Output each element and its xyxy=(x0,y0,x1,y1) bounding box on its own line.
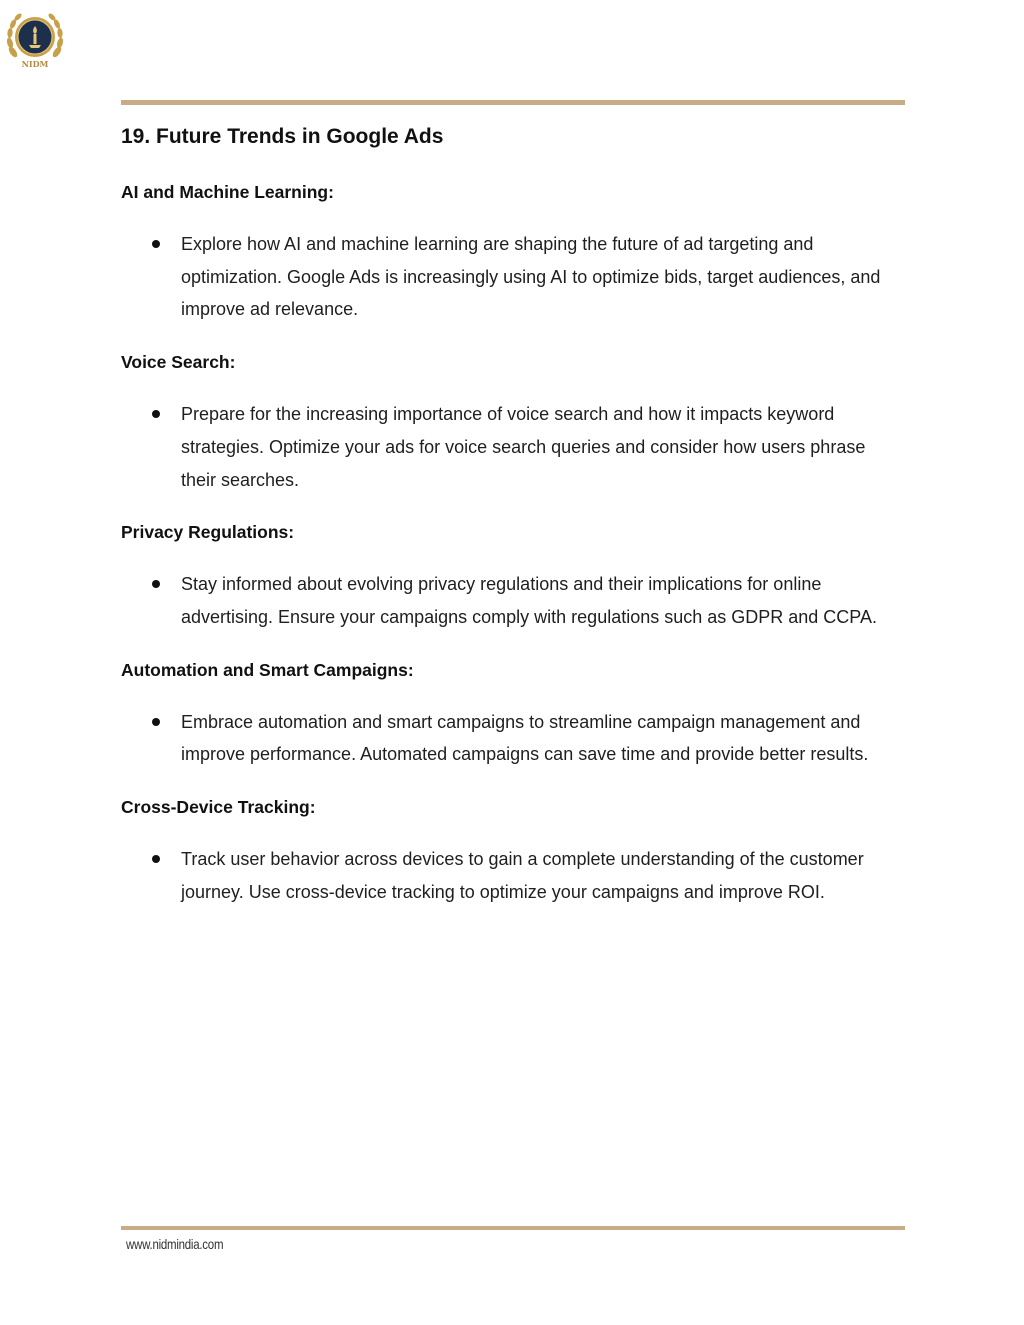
bullet-list xyxy=(121,398,905,496)
footer-url[interactable]: www.nidmindia.com xyxy=(126,1236,224,1252)
bullet-text: Embrace automation and smart campaigns to streamline campaign management and improve performance. Automated campaigns can save time and provide better results. xyxy=(181,711,869,765)
list-item xyxy=(121,706,905,771)
bullet-text: Track user behavior across devices to gain a complete understanding of the customer journey. Use cross-device tracking to optimize your campaigns and improve ROI. xyxy=(181,849,864,902)
section-ai-machine-learning xyxy=(121,176,905,326)
section-heading: Automation and Smart Campaigns: xyxy=(121,659,414,680)
bullet-text: Prepare for the increasing importance of voice search and how it impacts keyword strategies. Optimize your ads for voice search queries and consider how users phrase their searches. xyxy=(181,404,866,490)
section-voice-search xyxy=(121,346,905,496)
bullet-list xyxy=(121,568,905,633)
bullet-icon xyxy=(152,410,160,418)
bullet-text: Explore how AI and machine learning are shaping the future of ad targeting and optimization. Google Ads is increasingly using AI to optimize bids, target audiences, and improve ad relevance. xyxy=(181,234,881,320)
list-item xyxy=(121,568,905,633)
nidm-logo xyxy=(4,8,66,74)
section-privacy-regulations xyxy=(121,516,905,633)
section-heading: Voice Search: xyxy=(121,352,236,373)
section-automation-smart-campaigns xyxy=(121,654,905,771)
bullet-icon xyxy=(152,240,160,248)
section-heading: Privacy Regulations: xyxy=(121,522,295,543)
bullet-icon xyxy=(152,855,160,863)
bullet-text: Stay informed about evolving privacy regulations and their implications for online advertising. Ensure your campaigns comply with regulations such as GDPR and CCPA. xyxy=(181,574,877,627)
list-item xyxy=(121,843,905,908)
list-item xyxy=(121,228,905,326)
footer-divider xyxy=(121,1226,905,1230)
section-heading: AI and Machine Learning: xyxy=(121,182,334,202)
bullet-icon xyxy=(152,580,160,588)
section-heading: Cross-Device Tracking: xyxy=(121,797,316,818)
header-divider xyxy=(121,100,905,105)
page-title: 19. Future Trends in Google Ads xyxy=(121,125,444,148)
section-cross-device-tracking xyxy=(121,791,905,908)
bullet-list xyxy=(121,706,905,771)
bullet-list xyxy=(121,843,905,908)
bullet-icon xyxy=(152,718,160,726)
logo-text: NIDM xyxy=(21,59,49,69)
document-body xyxy=(121,120,905,908)
bullet-list xyxy=(121,228,905,326)
list-item xyxy=(121,398,905,496)
